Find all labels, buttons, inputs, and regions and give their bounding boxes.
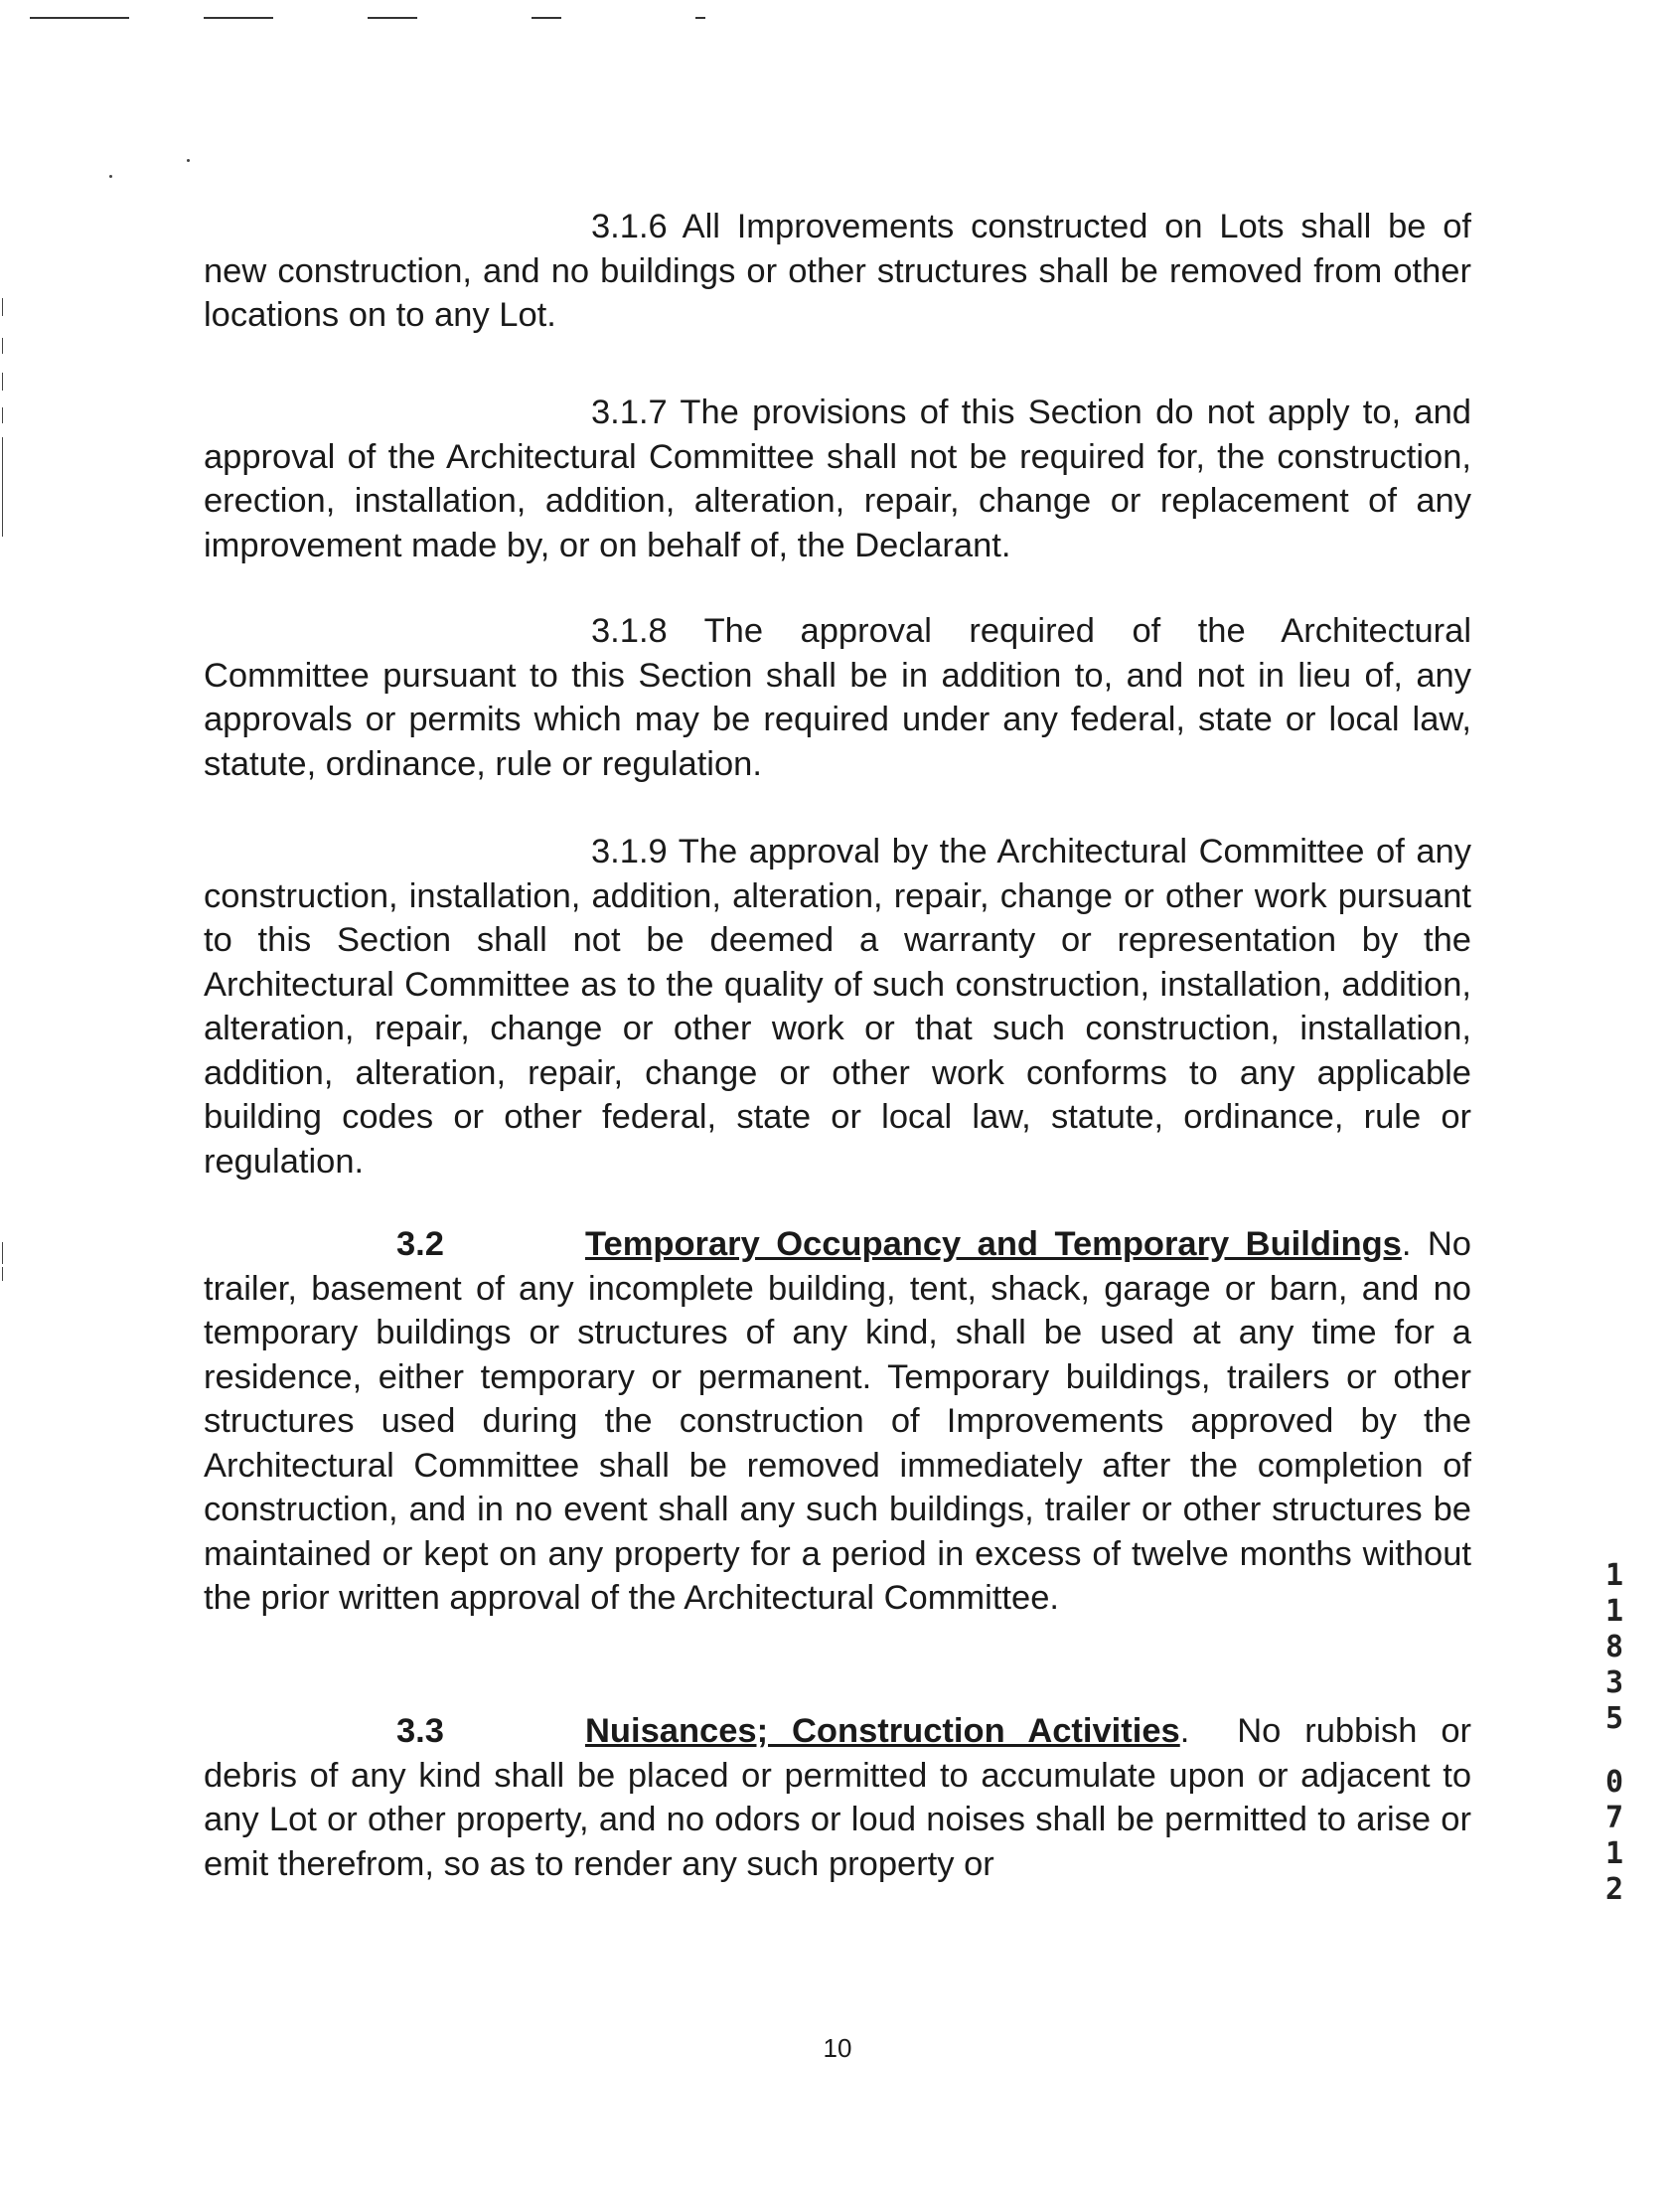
stamp-digit: 0: [1604, 1765, 1624, 1800]
stamp-digit: 8: [1604, 1630, 1624, 1664]
scan-artifact-tick: [2, 1242, 3, 1264]
paragraph-3-1-9: 3.1.9 The approval by the Architectural Committee of any construction, installation, addition, alteration, repair, change or other work pursuant to this Section shall not be deemed a warranty or representation by the Architectural Committee as to the quality of such construction, installation, addition, alteration, repair, change or other work or that such construction, installation, addition, alteration, repair, change or other work conforms to any applicable building codes or other federal, state or local law, statute, ordinance, rule or regulation.: [204, 833, 1471, 1181]
paragraph-3-1-8: 3.1.8 The approval required of the Architectural Committee pursuant to this Section shall be in addition to, and not in lieu of, any approvals or permits which may be required under any federal, state or local law, statute, ordinance, rule or regulation.: [204, 612, 1471, 783]
scan-artifact-dot: [109, 175, 112, 178]
paragraph-3-1-7: 3.1.7 The provisions of this Section do not apply to, and approval of the Architectural Committee shall not be required for, the construction, erection, installation, addition, alteration, repair, change or replacement of any improvement made by, or on behalf of, the Declarant.: [204, 394, 1471, 564]
scan-artifact-dash: [368, 17, 417, 19]
scan-artifact-dash: [532, 17, 561, 19]
stamp-digit: 1: [1604, 1594, 1624, 1629]
section-body: No rubbish or debris of any kind shall be placed or permitted to accumulate upon or adjacent to any Lot or other property, and no odors or loud noises shall be permitted to arise or emit therefrom, so as to render any such property or: [204, 1712, 1471, 1883]
paragraph-3-1-6: 3.1.6 All Improvements constructed on Lots shall be of new construction, and no buildings or other structures shall be removed from other locations on to any Lot.: [204, 208, 1471, 334]
stamp-digit: 3: [1604, 1665, 1624, 1700]
section-3-2: 3.2 Temporary Occupancy and Temporary Buildings. No trailer, basement of any incomplete building, tent, shack, garage or barn, and no temporary buildings or structures of any kind, shall be used at any time for a residence, either temporary or permanent. Temporary buildings, trailers or other structures used during the construction of Improvements approved by the Architectural Committee shall be removed immediately after the completion of construction, and in no event shall any such buildings, trailer or other structures be maintained or kept on any property for a period in excess of twelve months without the prior written approval of the Architectural Committee.: [204, 1222, 1471, 1621]
page-number: 10: [823, 2033, 852, 2063]
recording-stamp-bottom: [1599, 1765, 1629, 1908]
section-title: Temporary Occupancy and Temporary Buildings: [585, 1225, 1402, 1263]
scan-artifact-tick: [2, 407, 3, 423]
scan-artifact-tick: [2, 338, 3, 354]
section-body: No trailer, basement of any incomplete building, tent, shack, garage or barn, and no temporary buildings or structures of any kind, shall be used at any time for a residence, either temporary or permanent. Temporary buildings, trailers or other structures used during the construction of Improvements approved by the Architectural Committee shall be removed immediately after the completion of construction, and in no event shall any such buildings, trailer or other structures be maintained or kept on any property for a period in excess of twelve months without the prior written approval of the Architectural Committee.: [204, 1225, 1471, 1617]
stamp-digit: 2: [1604, 1872, 1624, 1907]
stamp-digit: 5: [1604, 1701, 1624, 1736]
scan-artifact-dash: [695, 17, 705, 19]
stamp-digit: 1: [1604, 1836, 1624, 1871]
section-3-3: 3.3 Nuisances; Construction Activities. No rubbish or debris of any kind shall be placed or permitted to accumulate upon or adjacent to any Lot or other property, and no odors or loud noises shall be permitted to arise or emit therefrom, so as to render any such property or: [204, 1709, 1471, 1886]
stamp-digit: 7: [1604, 1801, 1624, 1835]
scan-artifact-tick: [2, 373, 3, 391]
section-number: 3.3: [396, 1712, 444, 1750]
scan-artifact-dash: [30, 17, 129, 19]
section-number: 3.2: [396, 1225, 444, 1263]
scan-artifact-tick: [2, 298, 3, 316]
recording-stamp-top: [1599, 1558, 1629, 1737]
scan-artifact-dot: [187, 159, 190, 162]
scan-artifact-dash: [204, 17, 273, 19]
stamp-digit: 1: [1604, 1558, 1624, 1593]
section-title: Nuisances; Construction Activities: [585, 1712, 1180, 1750]
scan-artifact-tick: [2, 437, 3, 537]
scan-artifact-tick: [2, 1267, 3, 1281]
